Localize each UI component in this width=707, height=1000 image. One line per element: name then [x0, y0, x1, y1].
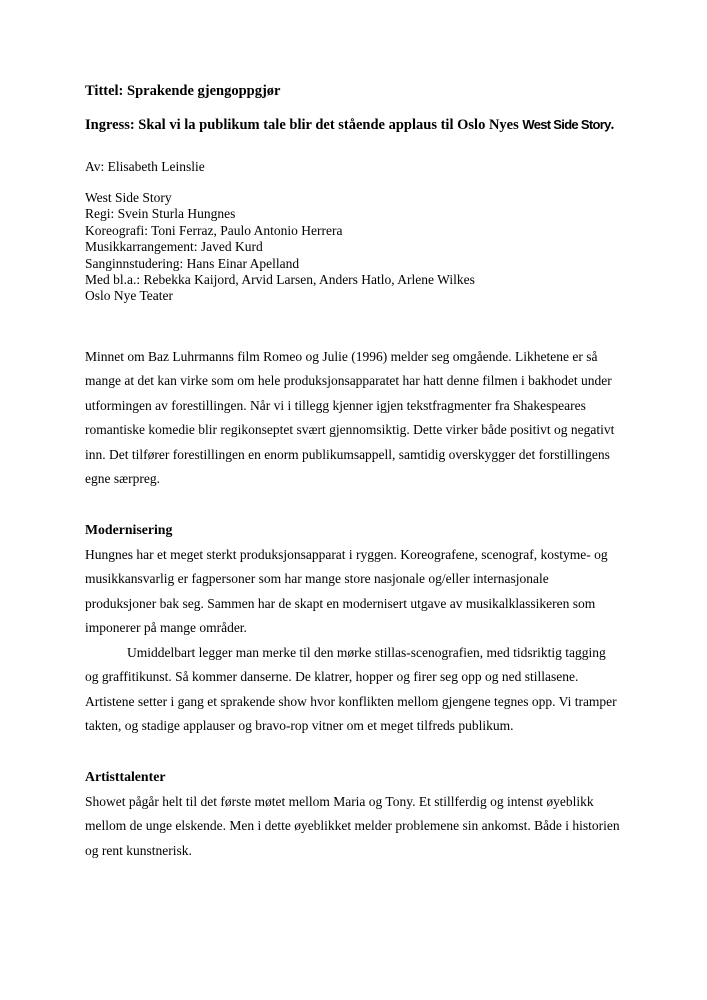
credit-choreography: Koreografi: Toni Ferraz, Paulo Antonio Herrera [85, 222, 343, 238]
ingress-show-title: West Side Story [522, 117, 611, 132]
document-title: Tittel: Sprakende gjengoppgjør [85, 83, 281, 99]
credits-block [85, 190, 622, 305]
paragraph-modernisering-1: Hungnes har et meget sterkt produksjonsapparat i ryggen. Koreografene, scenograf, kostyme- og musikkansvarlig er fagpersoner som har mange store nasjonale og/eller internasjonale produksjoner bak seg. Sammen har de skapt en modernisert utgave av musikalklassikeren som imponerer på mange områder. [85, 546, 608, 636]
byline: Av: Elisabeth Leinslie [85, 159, 205, 174]
credit-music-arrangement: Musikkarrangement: Javed Kurd [85, 239, 263, 255]
credit-vocal-coaching: Sanginnstudering: Hans Einar Apelland [85, 255, 300, 271]
paragraph-modernisering-2: Umiddelbart legger man merke til den mørke stillas-scenografien, med tidsriktig tagging og graffitikunst. Så kommer danserne. De klatrer, hopper og firer seg opp og ned stillasene. Artistene setter i gang et sprakende show hvor konflikten mellom gjengene tegnes opp. Vi tramper takten, og stadige applauser og bravo-rop vitner om et meget tilfreds publikum. [85, 644, 617, 734]
ingress-period: . [610, 117, 615, 133]
ingress-line [85, 116, 622, 134]
paragraph-artisttalenter-1: Showet pågår helt til det første møtet mellom Maria og Tony. Et stillferdig og intenst øyeblikk mellom de unge elskende. Men i dette øyeblikket melder problemene sin ankomst. Både i historien og rent kunstnerisk. [85, 793, 620, 858]
credit-cast: Med bl.a.: Rebekka Kaijord, Arvid Larsen, Anders Hatlo, Arlene Wilkes [85, 272, 475, 288]
credit-director: Regi: Svein Sturla Hungnes [85, 206, 236, 222]
section-heading-modernisering: Modernisering [85, 521, 173, 537]
section-heading-artisttalenter: Artisttalenter [85, 768, 166, 784]
credit-theater: Oslo Nye Teater [85, 288, 174, 304]
credit-show-title: West Side Story [85, 190, 172, 205]
ingress-text: Ingress: Skal vi la publikum tale blir det stående applaus til Oslo Nyes [85, 117, 523, 133]
paragraph-intro: Minnet om Baz Luhrmanns film Romeo og Julie (1996) melder seg omgående. Likhetene er så mange at det kan virke som om hele produksjonsapparatet har hatt denne filmen i bakhodet under utformingen av forestillingen. Når vi i tillegg kjenner igjen tekstfragmenter fra Shakespeares romantiske komedie blir regikonseptet svært gjennomsiktig. Dette virker både positivt og negativt inn. Det tilfører forestillingen en enorm publikumsappell, samtidig overskygger det forstillingens egne særpreg. [85, 348, 615, 487]
